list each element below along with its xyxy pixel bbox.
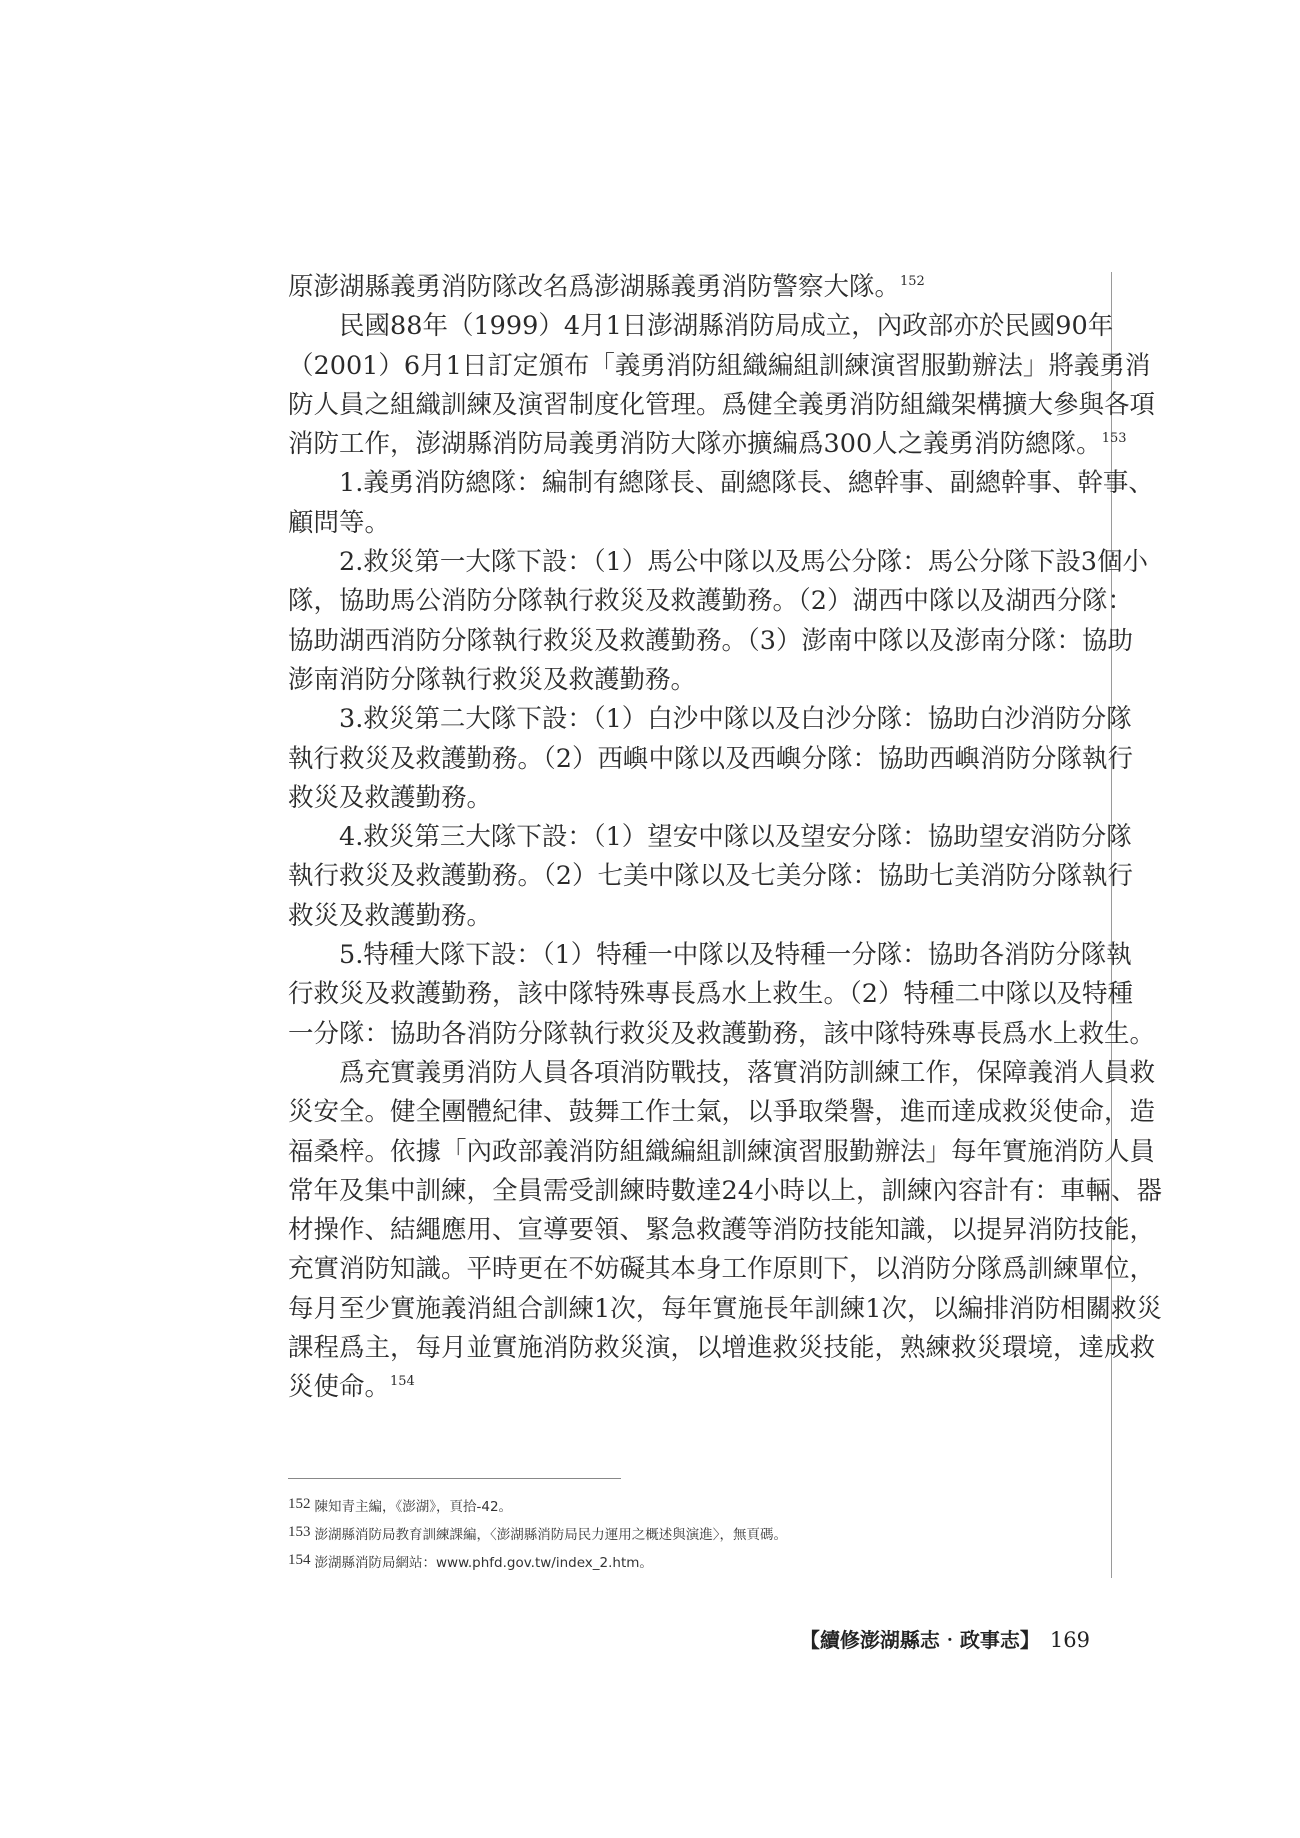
line-text: 災使命。 <box>288 1372 391 1403</box>
line-text: 福桑梓。依據「內政部義消防組織編組訓練演習服勤辦法」每年實施消防人員 <box>288 1136 1156 1167</box>
line-text: 材操作、結繩應用、宣導要領、緊急救護等消防技能知識，以提昇消防技能， <box>288 1215 1156 1246</box>
footnote-ref[interactable]: 153 <box>1101 431 1127 447</box>
line-text: 顧問等。 <box>288 507 391 538</box>
line-text: 2.救災第一大隊下設：（1）馬公中隊以及馬公分隊：馬公分隊下設3個小 <box>339 547 1149 578</box>
line-text: 3.救災第二大隊下設：（1）白沙中隊以及白沙分隊：協助白沙消防分隊 <box>339 704 1132 735</box>
paragraph <box>288 268 1086 307</box>
text-line <box>288 1093 1156 1132</box>
footnote-text: 陳知青主編，《澎湖》，頁拾-42。 <box>314 1499 513 1515</box>
text-line <box>288 897 1086 936</box>
line-text: 課程爲主，每月並實施消防救災演，以增進救災技能，熟練救災環境，達成救 <box>288 1333 1156 1364</box>
text-line <box>288 818 1132 857</box>
line-text: 防人員之組織訓練及演習制度化管理。爲健全義勇消防組織架構擴大參與各項 <box>288 389 1156 420</box>
line-text: 行救災及救護勤務，該中隊特殊專長爲水上救生。（2）特種二中隊以及特種 <box>288 979 1133 1010</box>
text-line <box>288 1015 1156 1054</box>
line-text: 原澎湖縣義勇消防隊改名爲澎湖縣義勇消防警察大隊。 <box>288 272 901 302</box>
line-text: 消防工作，澎湖縣消防局義勇消防大隊亦擴編爲300人之義勇消防總隊。 <box>288 429 1102 460</box>
paragraph <box>288 543 1149 700</box>
text-line <box>288 975 1133 1014</box>
line-text: 爲充實義勇消防人員各項消防戰技，落實消防訓練工作，保障義消人員救 <box>339 1057 1156 1088</box>
text-line <box>288 347 1151 386</box>
line-text: 1.義勇消防總隊：編制有總隊長、副總隊長、總幹事、副總幹事、幹事、 <box>339 468 1154 499</box>
line-text: 5.特種大隊下設：（1）特種一中隊以及特種一分隊：協助各消防分隊執 <box>339 940 1132 971</box>
footnote-text: 澎湖縣消防局網站：www.phfd.gov.tw/index_2.htm。 <box>314 1555 653 1571</box>
footnote-separator <box>288 1478 621 1479</box>
paragraph <box>288 464 1154 543</box>
line-text: 充實消防知識。平時更在不妨礙其本身工作原則下，以消防分隊爲訓練單位， <box>288 1254 1156 1285</box>
line-text: 救災及救護勤務。 <box>288 782 493 813</box>
text-line <box>288 1133 1156 1172</box>
line-text: 4.救災第三大隊下設：（1）望安中隊以及望安分隊：協助望安消防分隊 <box>339 822 1132 853</box>
footnote <box>288 1490 787 1518</box>
page-footer <box>800 1624 1090 1653</box>
line-text: （2001）6月1日訂定頒布「義勇消防組織編組訓練演習服勤辦法」將義勇消 <box>288 350 1151 381</box>
footnote-ref[interactable]: 154 <box>390 1374 415 1390</box>
text-line <box>288 1211 1156 1250</box>
paragraph <box>288 307 1156 464</box>
footnote-number: 152 <box>288 1496 311 1512</box>
text-line <box>288 700 1132 739</box>
footnote <box>288 1546 787 1574</box>
footnote-text: 澎湖縣消防局教育訓練課編，〈澎湖縣消防局民力運用之概述與演進〉，無頁碼。 <box>314 1527 787 1543</box>
body-text <box>288 268 1162 1408</box>
footnote <box>288 1518 787 1546</box>
footnotes <box>288 1490 787 1574</box>
text-line <box>288 740 1133 779</box>
text-line <box>288 1290 1162 1329</box>
page-number: 169 <box>1049 1628 1090 1652</box>
text-line <box>288 425 1127 464</box>
line-text: 一分隊：協助各消防分隊執行救災及救護勤務，該中隊特殊專長爲水上救生。 <box>288 1018 1156 1049</box>
text-line <box>288 661 1086 700</box>
text-line <box>288 543 1149 582</box>
text-line <box>288 1368 1086 1407</box>
line-text: 災安全。健全團體紀律、鼓舞工作士氣，以爭取榮譽，進而達成救災使命，造 <box>288 1097 1156 1128</box>
line-text: 協助湖西消防分隊執行救災及救護勤務。（3）澎南中隊以及澎南分隊：協助 <box>288 625 1133 656</box>
paragraph <box>288 936 1156 1054</box>
text-line <box>288 779 1086 818</box>
text-line <box>288 307 1114 346</box>
text-line <box>288 857 1133 896</box>
line-text: 隊，協助馬公消防分隊執行救災及救護勤務。（2）湖西中隊以及湖西分隊： <box>288 586 1133 617</box>
footnote-number: 154 <box>288 1552 311 1568</box>
text-line <box>288 268 1086 307</box>
line-text: 每月至少實施義消組合訓練1次，每年實施長年訓練1次，以編排消防相關救災 <box>288 1293 1162 1324</box>
line-text: 執行救災及救護勤務。（2）西嶼中隊以及西嶼分隊：協助西嶼消防分隊執行 <box>288 743 1133 774</box>
line-text: 常年及集中訓練，全員需受訓練時數達24小時以上，訓練內容計有：車輛、器 <box>288 1175 1162 1206</box>
book-title: 【續修澎湖縣志‧政事志】 <box>799 1628 1040 1652</box>
footnote-ref[interactable]: 152 <box>900 274 925 289</box>
text-line <box>288 504 1086 543</box>
line-text: 執行救災及救護勤務。（2）七美中隊以及七美分隊：協助七美消防分隊執行 <box>288 861 1133 892</box>
line-text: 救災及救護勤務。 <box>288 900 493 931</box>
text-line <box>288 1250 1156 1289</box>
text-line <box>288 1054 1156 1093</box>
line-text: 民國88年（1999）4月1日澎湖縣消防局成立，內政部亦於民國90年 <box>339 311 1114 342</box>
paragraph <box>288 818 1133 936</box>
text-line <box>288 622 1133 661</box>
text-line <box>288 1172 1162 1211</box>
text-line <box>288 1329 1156 1368</box>
text-line <box>288 582 1133 621</box>
text-line <box>288 464 1154 503</box>
text-line <box>288 386 1156 425</box>
line-text: 澎南消防分隊執行救災及救護勤務。 <box>288 664 697 695</box>
footnote-number: 153 <box>288 1524 311 1540</box>
paragraph <box>288 1054 1162 1408</box>
text-line <box>288 936 1132 975</box>
paragraph <box>288 700 1133 818</box>
